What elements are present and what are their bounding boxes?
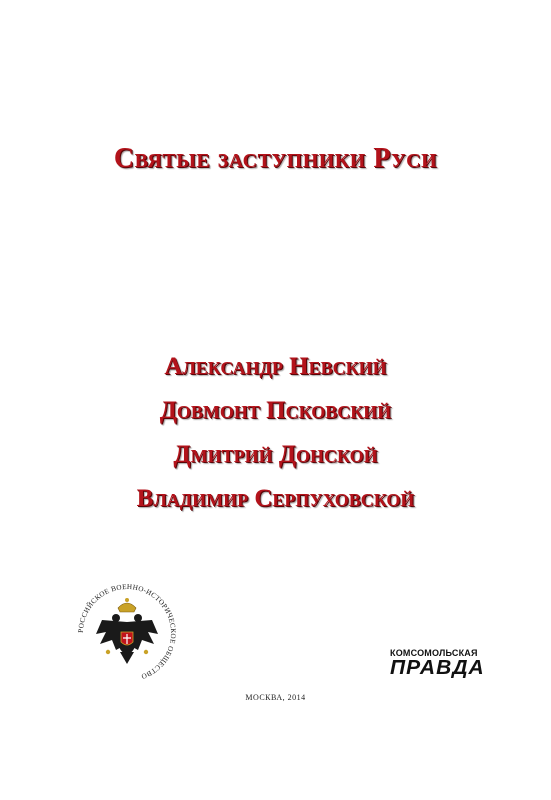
double-headed-eagle-icon bbox=[72, 578, 182, 688]
book-title: Святые заступники Руси bbox=[113, 143, 438, 174]
names-list bbox=[0, 345, 551, 521]
name-item: Дмитрий Донской bbox=[173, 441, 378, 468]
imprint-line: МОСКВА, 2014 bbox=[245, 693, 306, 702]
publisher-logo bbox=[390, 648, 484, 678]
emblem-ring-text: РОССИЙСКОЕ ВОЕННО-ИСТОРИЧЕСКОЕ ОБЩЕСТВО bbox=[76, 582, 178, 681]
name-item: Владимир Серпуховской bbox=[136, 485, 415, 512]
publisher-logo-line1: КОМСОМОЛЬСКАЯ bbox=[390, 648, 478, 658]
name-item: Довмонт Псковский bbox=[159, 397, 392, 424]
name-item: Александр Невский bbox=[164, 353, 387, 380]
publisher-logo-line2: ПРАВДА bbox=[390, 657, 485, 679]
rvio-emblem bbox=[72, 578, 182, 688]
